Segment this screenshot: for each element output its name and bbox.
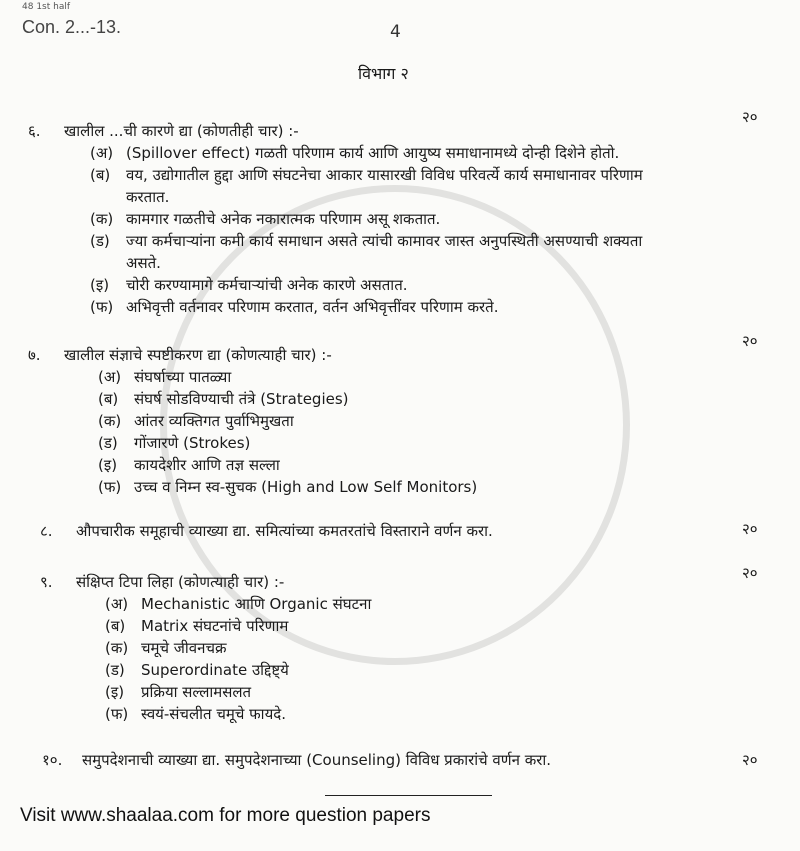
header-note: 48 1st half xyxy=(22,2,71,12)
item-text: (Spillover effect) गळती परिणाम कार्य आणि आयुष्य समाधानामध्ये दोन्ही दिशेने होतो. xyxy=(126,144,620,162)
item-text: संघर्ष सोडविण्याची तंत्रे (Strategies) xyxy=(134,390,349,408)
question xyxy=(0,520,800,542)
marks: २० xyxy=(742,751,758,769)
item-text: प्रक्रिया सल्लामसलत xyxy=(141,683,252,701)
question-text: संक्षिप्त टिपा लिहा (कोणत्याही चार) :- xyxy=(76,573,285,591)
item-text-continued: असते. xyxy=(126,254,161,272)
item-label: (इ) xyxy=(90,276,110,294)
question xyxy=(0,332,800,498)
marks: २० xyxy=(742,520,758,538)
item-label: (ब) xyxy=(105,617,126,635)
item-text: स्वयं-संचलीत चमूचे फायदे. xyxy=(141,705,286,723)
item-text: अभिवृत्ती वर्तनावर परिणाम करतात, वर्तन अभिवृत्तींवर परिणाम करते. xyxy=(126,298,499,316)
item-text: वय, उद्योगातील हुद्दा आणि संघटनेचा आकार यासारखी विविध परिवर्त्ये कार्य समाधानावर परिणाम xyxy=(126,166,643,184)
marks: २० xyxy=(742,564,758,582)
question-number: ६. xyxy=(28,122,41,140)
marks: २० xyxy=(742,108,758,126)
item-text: गोंजारणे (Strokes) xyxy=(134,434,251,452)
section-title: विभाग २ xyxy=(358,64,409,83)
item-text: कामगार गळतीचे अनेक नकारात्मक परिणाम असू शकतात. xyxy=(126,210,441,228)
item-label: (क) xyxy=(105,639,129,657)
question xyxy=(0,749,800,771)
item-label: (क) xyxy=(98,412,122,430)
item-label: (ड) xyxy=(98,434,118,452)
item-text: संघर्षाच्या पातळ्या xyxy=(134,368,232,386)
question-text: समुपदेशनाची व्याख्या द्या. समुपदेशनाच्या (Counseling) विविध प्रकारांचे वर्णन करा. xyxy=(82,751,552,769)
item-label: (ड) xyxy=(90,232,110,250)
question-number: १०. xyxy=(42,751,63,769)
item-text: कायदेशीर आणि तज्ञ सल्ला xyxy=(134,456,280,474)
item-text: ज्या कर्मचाऱ्यांना कमी कार्य समाधान असते त्यांची कामावर जास्त अनुपस्थिती असण्याची शक्यता xyxy=(126,232,643,250)
question-text: औपचारीक समूहाची व्याख्या द्या. समित्यांच्या कमतरतांचे विस्ताराने वर्णन करा. xyxy=(76,522,493,540)
paper-code: Con. 2...-13. xyxy=(22,17,122,37)
item-label: (ड) xyxy=(105,661,125,679)
item-label: (अ) xyxy=(105,595,129,613)
question xyxy=(0,564,800,725)
item-text: Mechanistic आणि Organic संघटना xyxy=(141,595,372,613)
question-text: खालील संज्ञाचे स्पष्टीकरण द्या (कोणत्याही चार) :- xyxy=(64,346,332,364)
question-number: ८. xyxy=(40,522,53,540)
item-text: चमूचे जीवनचक्र xyxy=(141,639,227,657)
question-number: ७. xyxy=(28,346,41,364)
item-label: (फ) xyxy=(105,705,129,723)
question xyxy=(0,108,800,318)
item-label: (ब) xyxy=(90,166,111,184)
item-label: (फ) xyxy=(90,298,114,316)
question-number: ९. xyxy=(40,573,53,591)
end-rule xyxy=(325,795,492,796)
item-label: (इ) xyxy=(98,456,118,474)
page-number: 4 xyxy=(390,22,401,42)
footer-link-text: Visit www.shaalaa.com for more question papers xyxy=(20,805,431,826)
item-label: (फ) xyxy=(98,478,122,496)
item-text: चोरी करण्यामागे कर्मचाऱ्यांची अनेक कारणे असतात. xyxy=(126,276,408,294)
item-label: (अ) xyxy=(98,368,122,386)
item-label: (क) xyxy=(90,210,114,228)
item-text: उच्च व निम्न स्व-सुचक (High and Low Self Monitors) xyxy=(134,478,478,496)
item-text: Superordinate उद्दिष्ट्ये xyxy=(141,661,289,679)
item-label: (अ) xyxy=(90,144,114,162)
item-text: आंतर व्यक्तिगत पुर्वाभिमुखता xyxy=(134,412,294,430)
question-text: खालील ...ची कारणे द्या (कोणतीही चार) :- xyxy=(64,122,299,140)
item-label: (इ) xyxy=(105,683,125,701)
marks: २० xyxy=(742,332,758,350)
item-text-continued: करतात. xyxy=(126,188,170,206)
item-label: (ब) xyxy=(98,390,119,408)
item-text: Matrix संघटनांचे परिणाम xyxy=(141,617,289,635)
